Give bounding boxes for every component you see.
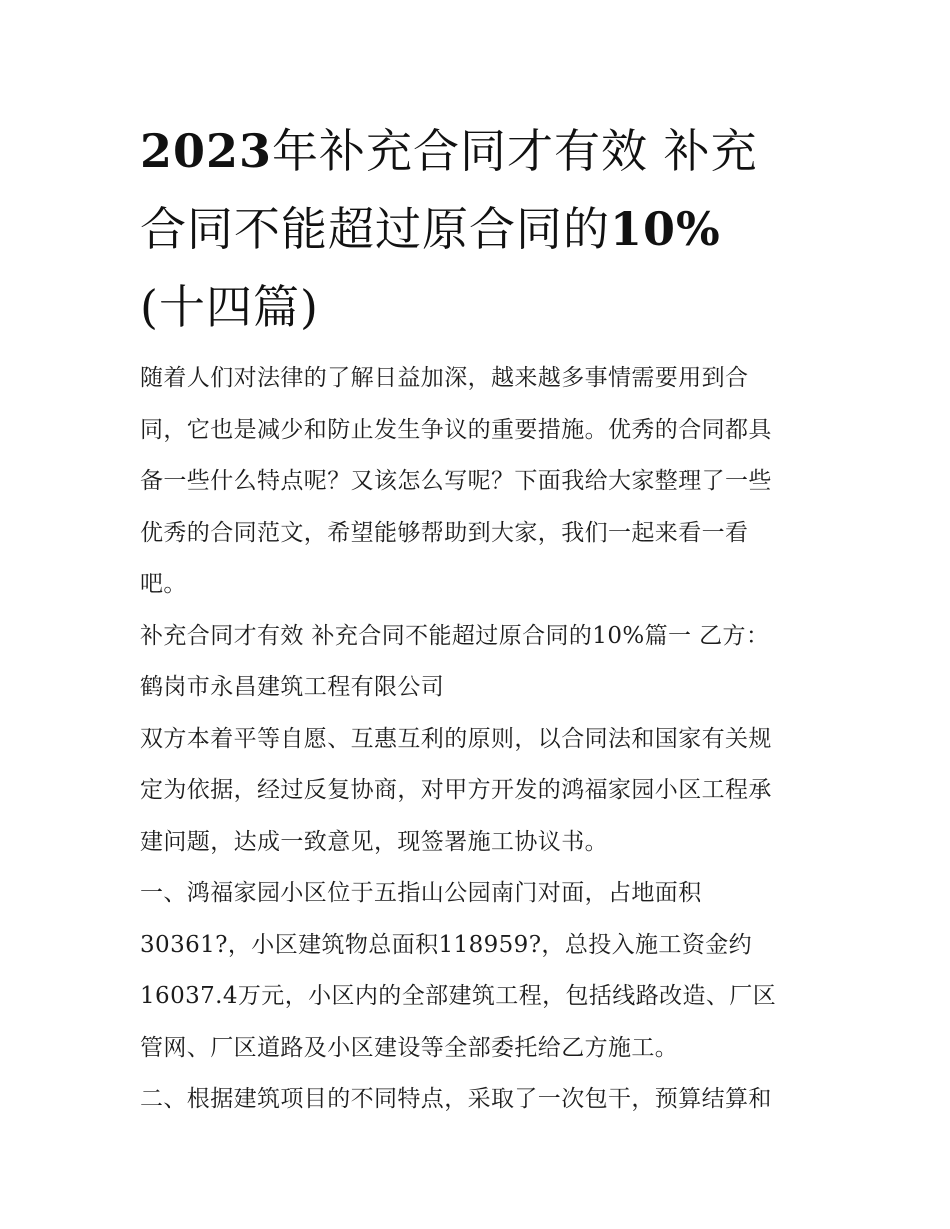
text-line: 优秀的合同范文，希望能够帮助到大家，我们一起来看一看	[140, 519, 749, 546]
text-line: 定为依据，经过反复协商，对甲方开发的鸿福家园小区工程承	[140, 777, 772, 803]
document-title	[140, 112, 820, 346]
document-body	[140, 353, 816, 1126]
text-line: 二、根据建筑项目的不同特点，采取了一次包干，预算结算和	[140, 1086, 772, 1112]
title-line-2: 合同不能超过原合同的10%	[140, 202, 721, 256]
text-line: 建问题，达成一致意见，现签署施工协议书。	[140, 828, 608, 855]
text-line: 30361?，小区建筑物总面积118959?，总投入施工资金约	[140, 931, 753, 958]
title-line-1: 2023年补充合同才有效 补充	[140, 124, 758, 178]
text-line: 同，它也是减少和防止发生争议的重要措施。优秀的合同都具	[140, 416, 772, 443]
text-line: 补充合同才有效 补充合同不能超过原合同的10%篇一 乙方：	[140, 622, 770, 649]
agreement-paragraph	[140, 714, 816, 869]
section-heading-paragraph	[140, 611, 816, 714]
text-line: 吧。	[140, 571, 187, 597]
text-line: 鹤岗市永昌建筑工程有限公司	[140, 674, 445, 700]
text-line: 双方本着平等自愿、互惠互利的原则，以合同法和国家有关规	[140, 725, 772, 752]
clause-one-paragraph	[140, 868, 816, 1074]
text-line: 备一些什么特点呢？又该怎么写呢？下面我给大家整理了一些	[140, 468, 772, 494]
clause-two-paragraph	[140, 1074, 816, 1126]
text-line: 一、鸿福家园小区位于五指山公园南门对面，占地面积	[140, 880, 702, 906]
intro-paragraph	[140, 353, 816, 611]
text-line: 随着人们对法律的了解日益加深，越来越多事情需要用到合	[140, 365, 749, 391]
text-line: 管网、厂区道路及小区建设等全部委托给乙方施工。	[140, 1034, 679, 1061]
title-line-3: (十四篇)	[140, 280, 319, 334]
text-line: 16037.4万元，小区内的全部建筑工程，包括线路改造、厂区	[140, 983, 777, 1009]
